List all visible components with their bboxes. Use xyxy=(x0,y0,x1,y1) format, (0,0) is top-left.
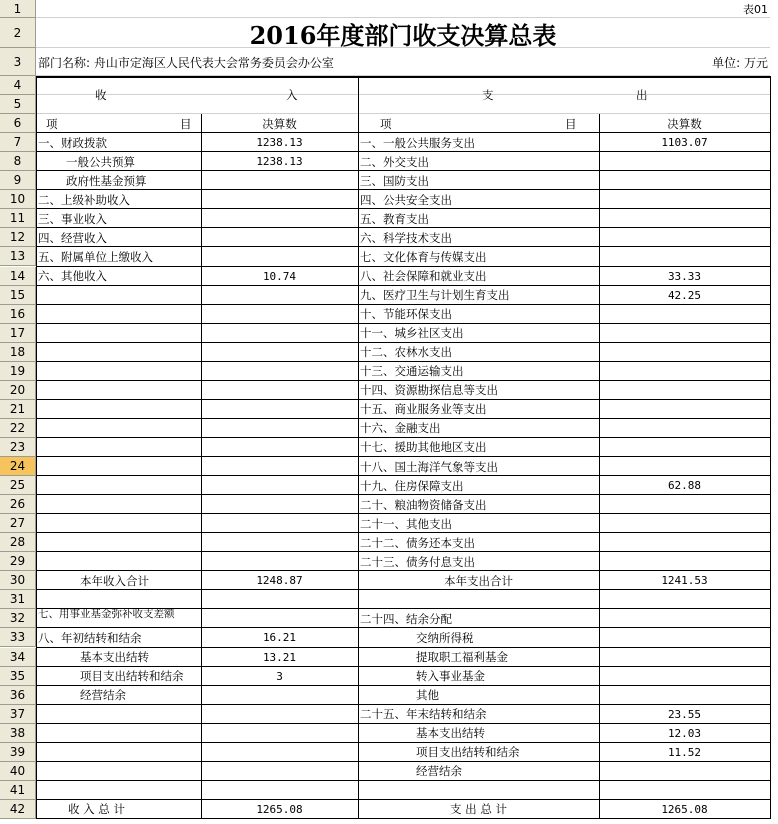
income-amount[interactable] xyxy=(202,724,357,743)
expense-item-label xyxy=(360,590,598,609)
expense-amount[interactable]: 23.55 xyxy=(667,707,702,721)
income-item-label xyxy=(38,743,200,762)
expense-amount[interactable] xyxy=(600,209,769,228)
row-header[interactable]: 28 xyxy=(0,533,36,552)
row-header[interactable]: 37 xyxy=(0,705,36,724)
expense-item-label: 八、社会保障和就业支出 xyxy=(360,269,487,284)
expense-item-label: 五、教育支出 xyxy=(360,211,429,226)
item-column-header-left-b: 目 xyxy=(180,116,192,131)
expense-item-label: 十、节能环保支出 xyxy=(360,307,452,322)
income-amount[interactable]: 1265.08 xyxy=(256,802,303,816)
expense-item-label: 项目支出结转和结余 xyxy=(416,745,520,760)
grid-line xyxy=(358,76,359,819)
expense-amount[interactable] xyxy=(600,628,769,647)
income-item-label: 一、财政拨款 xyxy=(38,135,107,150)
expense-amount[interactable] xyxy=(600,762,769,781)
expense-amount[interactable] xyxy=(600,171,769,190)
income-item-label xyxy=(38,705,200,724)
page-title: 2016年度部门收支决算总表 xyxy=(249,20,557,48)
income-amount[interactable] xyxy=(202,324,357,343)
income-amount[interactable] xyxy=(202,514,357,533)
expense-amount[interactable] xyxy=(600,305,769,324)
expense-item-label: 本年支出合计 xyxy=(444,573,513,588)
income-item-label xyxy=(38,286,200,305)
row-header[interactable]: 3 xyxy=(0,48,36,76)
income-item-label xyxy=(38,724,200,743)
expense-amount[interactable] xyxy=(600,400,769,419)
expense-amount[interactable] xyxy=(600,514,769,533)
row-header[interactable]: 32 xyxy=(0,609,36,628)
expense-amount[interactable] xyxy=(600,362,769,381)
expense-item-label: 九、医疗卫生与计划生育支出 xyxy=(360,288,510,303)
income-amount[interactable] xyxy=(202,400,357,419)
row-header[interactable]: 23 xyxy=(0,438,36,457)
expense-section-header-right: 出 xyxy=(636,88,648,103)
expense-amount[interactable] xyxy=(600,533,769,552)
row-header[interactable]: 6 xyxy=(0,114,36,133)
income-amount[interactable]: 13.21 xyxy=(262,650,297,664)
income-item-label xyxy=(38,476,200,495)
expense-item-label: 其他 xyxy=(416,688,439,703)
row-header[interactable]: 9 xyxy=(0,171,36,190)
income-item-label xyxy=(38,552,200,571)
income-amount[interactable] xyxy=(202,686,357,705)
income-item-label: 二、上级补助收入 xyxy=(38,192,130,207)
expense-item-label: 十七、援助其他地区支出 xyxy=(360,440,487,455)
income-item-label: 六、其他收入 xyxy=(38,269,107,284)
expense-item-label: 提取职工福利基金 xyxy=(416,650,508,665)
row-header[interactable]: 33 xyxy=(0,628,36,647)
row-header[interactable]: 11 xyxy=(0,209,36,228)
row-header[interactable]: 29 xyxy=(0,552,36,571)
expense-item-label: 二十五、年末结转和结余 xyxy=(360,707,487,722)
expense-amount[interactable] xyxy=(600,190,769,209)
grid-line xyxy=(36,76,37,819)
expense-item-label: 基本支出结转 xyxy=(416,726,485,741)
row-header[interactable]: 36 xyxy=(0,686,36,705)
expense-section-header-left: 支 xyxy=(482,88,494,103)
department-name: 部门名称: 舟山市定海区人民代表大会常务委员会办公室 xyxy=(38,55,334,70)
row-header[interactable]: 22 xyxy=(0,419,36,438)
row-header[interactable]: 12 xyxy=(0,228,36,247)
table-number: 表01 xyxy=(743,3,768,16)
income-item-label: 经营结余 xyxy=(80,688,126,703)
income-amount[interactable] xyxy=(202,590,357,609)
expense-item-label: 支 出 总 计 xyxy=(450,802,507,817)
row-header[interactable]: 17 xyxy=(0,324,36,343)
expense-item-label xyxy=(360,781,598,800)
amount-column-header-left: 决算数 xyxy=(262,116,297,131)
row-header[interactable]: 15 xyxy=(0,286,36,305)
expense-item-label: 二十一、其他支出 xyxy=(360,516,452,531)
income-amount[interactable] xyxy=(202,762,357,781)
expense-amount[interactable]: 12.03 xyxy=(667,726,702,740)
expense-item-label: 三、国防支出 xyxy=(360,173,429,188)
expense-item-label: 十三、交通运输支出 xyxy=(360,364,464,379)
row-header[interactable]: 38 xyxy=(0,724,36,743)
income-item-label xyxy=(38,495,200,514)
income-amount[interactable] xyxy=(202,381,357,400)
income-item-label xyxy=(38,305,200,324)
income-amount[interactable]: 16.21 xyxy=(262,631,297,645)
expense-amount[interactable] xyxy=(600,667,769,686)
row-header[interactable]: 42 xyxy=(0,800,36,819)
expense-item-label: 六、科学技术支出 xyxy=(360,230,452,245)
row-header[interactable]: 13 xyxy=(0,247,36,266)
row-header[interactable]: 2 xyxy=(0,18,36,48)
expense-item-label: 交纳所得税 xyxy=(416,630,474,645)
expense-item-label: 十二、农林水支出 xyxy=(360,345,452,360)
expense-amount[interactable] xyxy=(600,343,769,362)
income-amount[interactable]: 1238.13 xyxy=(256,155,303,169)
expense-amount[interactable] xyxy=(600,495,769,514)
grid-line xyxy=(770,76,771,819)
grid-line xyxy=(36,94,770,95)
row-header[interactable]: 8 xyxy=(0,152,36,171)
income-amount[interactable]: 10.74 xyxy=(262,269,297,283)
income-amount[interactable] xyxy=(202,743,357,762)
expense-amount[interactable] xyxy=(600,419,769,438)
row-header[interactable]: 4 xyxy=(0,76,36,95)
income-amount[interactable] xyxy=(202,457,357,476)
expense-item-label: 二、外交支出 xyxy=(360,154,429,169)
grid-line xyxy=(36,76,770,78)
income-item-label: 一般公共预算 xyxy=(66,154,135,169)
expense-amount[interactable] xyxy=(600,152,769,171)
expense-item-label: 二十三、债务付息支出 xyxy=(360,554,475,569)
expense-item-label: 四、公共安全支出 xyxy=(360,192,452,207)
income-amount[interactable] xyxy=(202,609,357,628)
expense-amount[interactable] xyxy=(600,228,769,247)
expense-amount[interactable] xyxy=(600,324,769,343)
row-header[interactable]: 31 xyxy=(0,590,36,609)
row-header[interactable]: 35 xyxy=(0,667,36,686)
expense-amount[interactable] xyxy=(600,686,769,705)
row-header[interactable]: 39 xyxy=(0,743,36,762)
row-header[interactable]: 21 xyxy=(0,400,36,419)
row-header[interactable]: 41 xyxy=(0,781,36,800)
income-item-label xyxy=(38,457,200,476)
income-item-label: 五、附属单位上缴收入 xyxy=(38,249,153,264)
income-item-label xyxy=(38,438,200,457)
income-amount[interactable] xyxy=(202,286,357,305)
row-header[interactable]: 24 xyxy=(0,457,36,476)
income-amount[interactable]: 1238.13 xyxy=(256,136,303,150)
row-header[interactable]: 27 xyxy=(0,514,36,533)
row-header[interactable]: 10 xyxy=(0,190,36,209)
income-item-label: 三、事业收入 xyxy=(38,211,107,226)
expense-amount[interactable]: 42.25 xyxy=(667,288,702,302)
unit-label: 单位: 万元 xyxy=(712,55,768,70)
row-header[interactable]: 25 xyxy=(0,476,36,495)
income-amount[interactable]: 3 xyxy=(276,669,283,683)
row-header[interactable]: 1 xyxy=(0,0,36,18)
income-item-label: 七、用事业基金弥补收支差额 xyxy=(38,609,175,621)
expense-amount[interactable]: 62.88 xyxy=(667,479,702,493)
income-amount[interactable] xyxy=(202,552,357,571)
income-item-label: 收 入 总 计 xyxy=(68,802,125,817)
row-header[interactable]: 7 xyxy=(0,133,36,152)
income-item-label: 本年收入合计 xyxy=(80,573,149,588)
income-section-header-right: 入 xyxy=(286,88,298,103)
row-header[interactable]: 20 xyxy=(0,381,36,400)
income-item-label xyxy=(38,381,200,400)
expense-item-label: 十五、商业服务业等支出 xyxy=(360,402,487,417)
income-item-label xyxy=(38,400,200,419)
expense-amount[interactable] xyxy=(600,648,769,667)
income-item-label xyxy=(38,324,200,343)
expense-item-label: 二十四、结余分配 xyxy=(360,611,452,626)
income-amount[interactable] xyxy=(202,228,357,247)
expense-amount[interactable]: 1241.53 xyxy=(661,574,708,588)
amount-column-header-right: 决算数 xyxy=(667,116,702,131)
expense-item-label: 二十、粮油物资储备支出 xyxy=(360,497,487,512)
expense-amount[interactable]: 33.33 xyxy=(667,269,702,283)
item-column-header-left-a: 项 xyxy=(46,116,58,131)
income-amount[interactable] xyxy=(202,190,357,209)
income-item-label: 基本支出结转 xyxy=(80,650,149,665)
row-header[interactable]: 14 xyxy=(0,267,36,286)
income-item-label xyxy=(38,343,200,362)
row-header[interactable]: 19 xyxy=(0,362,36,381)
expense-amount[interactable] xyxy=(600,438,769,457)
expense-item-label: 十一、城乡社区支出 xyxy=(360,326,464,341)
expense-amount[interactable]: 1265.08 xyxy=(661,802,708,816)
income-item-label: 项目支出结转和结余 xyxy=(80,669,184,684)
row-header[interactable]: 16 xyxy=(0,305,36,324)
income-amount[interactable] xyxy=(202,705,357,724)
income-item-label xyxy=(38,514,200,533)
income-amount[interactable] xyxy=(202,533,357,552)
expense-item-label: 十四、资源勘探信息等支出 xyxy=(360,383,498,398)
expense-amount[interactable]: 1103.07 xyxy=(661,136,708,150)
row-header[interactable]: 18 xyxy=(0,343,36,362)
income-item-label xyxy=(38,590,200,609)
expense-amount[interactable] xyxy=(600,381,769,400)
expense-amount[interactable] xyxy=(600,457,769,476)
expense-item-label: 转入事业基金 xyxy=(416,669,485,684)
income-amount[interactable] xyxy=(202,305,357,324)
income-item-label xyxy=(38,762,200,781)
income-amount[interactable] xyxy=(202,781,357,800)
expense-amount[interactable] xyxy=(600,590,769,609)
income-item-label: 八、年初结转和结余 xyxy=(38,630,142,645)
income-item-label xyxy=(38,419,200,438)
income-amount[interactable] xyxy=(202,419,357,438)
income-section-header-left: 收 xyxy=(95,88,107,103)
income-item-label: 政府性基金预算 xyxy=(66,173,147,188)
income-amount[interactable] xyxy=(202,171,357,190)
row-header[interactable]: 40 xyxy=(0,762,36,781)
row-header[interactable]: 5 xyxy=(0,95,36,114)
income-item-label xyxy=(38,362,200,381)
item-column-header-right-a: 项 xyxy=(380,116,392,131)
income-amount[interactable] xyxy=(202,362,357,381)
income-amount[interactable]: 1248.87 xyxy=(256,574,303,588)
expense-item-label: 七、文化体育与传媒支出 xyxy=(360,249,487,264)
row-header[interactable]: 34 xyxy=(0,648,36,667)
expense-item-label: 二十二、债务还本支出 xyxy=(360,535,475,550)
expense-amount[interactable] xyxy=(600,247,769,266)
expense-amount[interactable]: 11.52 xyxy=(667,745,702,759)
expense-amount[interactable] xyxy=(600,781,769,800)
item-column-header-right-b: 目 xyxy=(565,116,577,131)
expense-item-label: 经营结余 xyxy=(416,764,462,779)
expense-item-label: 一、一般公共服务支出 xyxy=(360,135,475,150)
income-amount[interactable] xyxy=(202,476,357,495)
income-amount[interactable] xyxy=(202,343,357,362)
income-amount[interactable] xyxy=(202,209,357,228)
income-item-label xyxy=(38,781,200,800)
expense-amount[interactable] xyxy=(600,609,769,628)
income-amount[interactable] xyxy=(202,247,357,266)
income-amount[interactable] xyxy=(202,438,357,457)
row-header[interactable]: 26 xyxy=(0,495,36,514)
income-item-label xyxy=(38,533,200,552)
income-item-label: 四、经营收入 xyxy=(38,230,107,245)
income-amount[interactable] xyxy=(202,495,357,514)
expense-amount[interactable] xyxy=(600,552,769,571)
row-header[interactable]: 30 xyxy=(0,571,36,590)
expense-item-label: 十九、住房保障支出 xyxy=(360,478,464,493)
expense-item-label: 十六、金融支出 xyxy=(360,421,441,436)
expense-item-label: 十八、国土海洋气象等支出 xyxy=(360,459,498,474)
